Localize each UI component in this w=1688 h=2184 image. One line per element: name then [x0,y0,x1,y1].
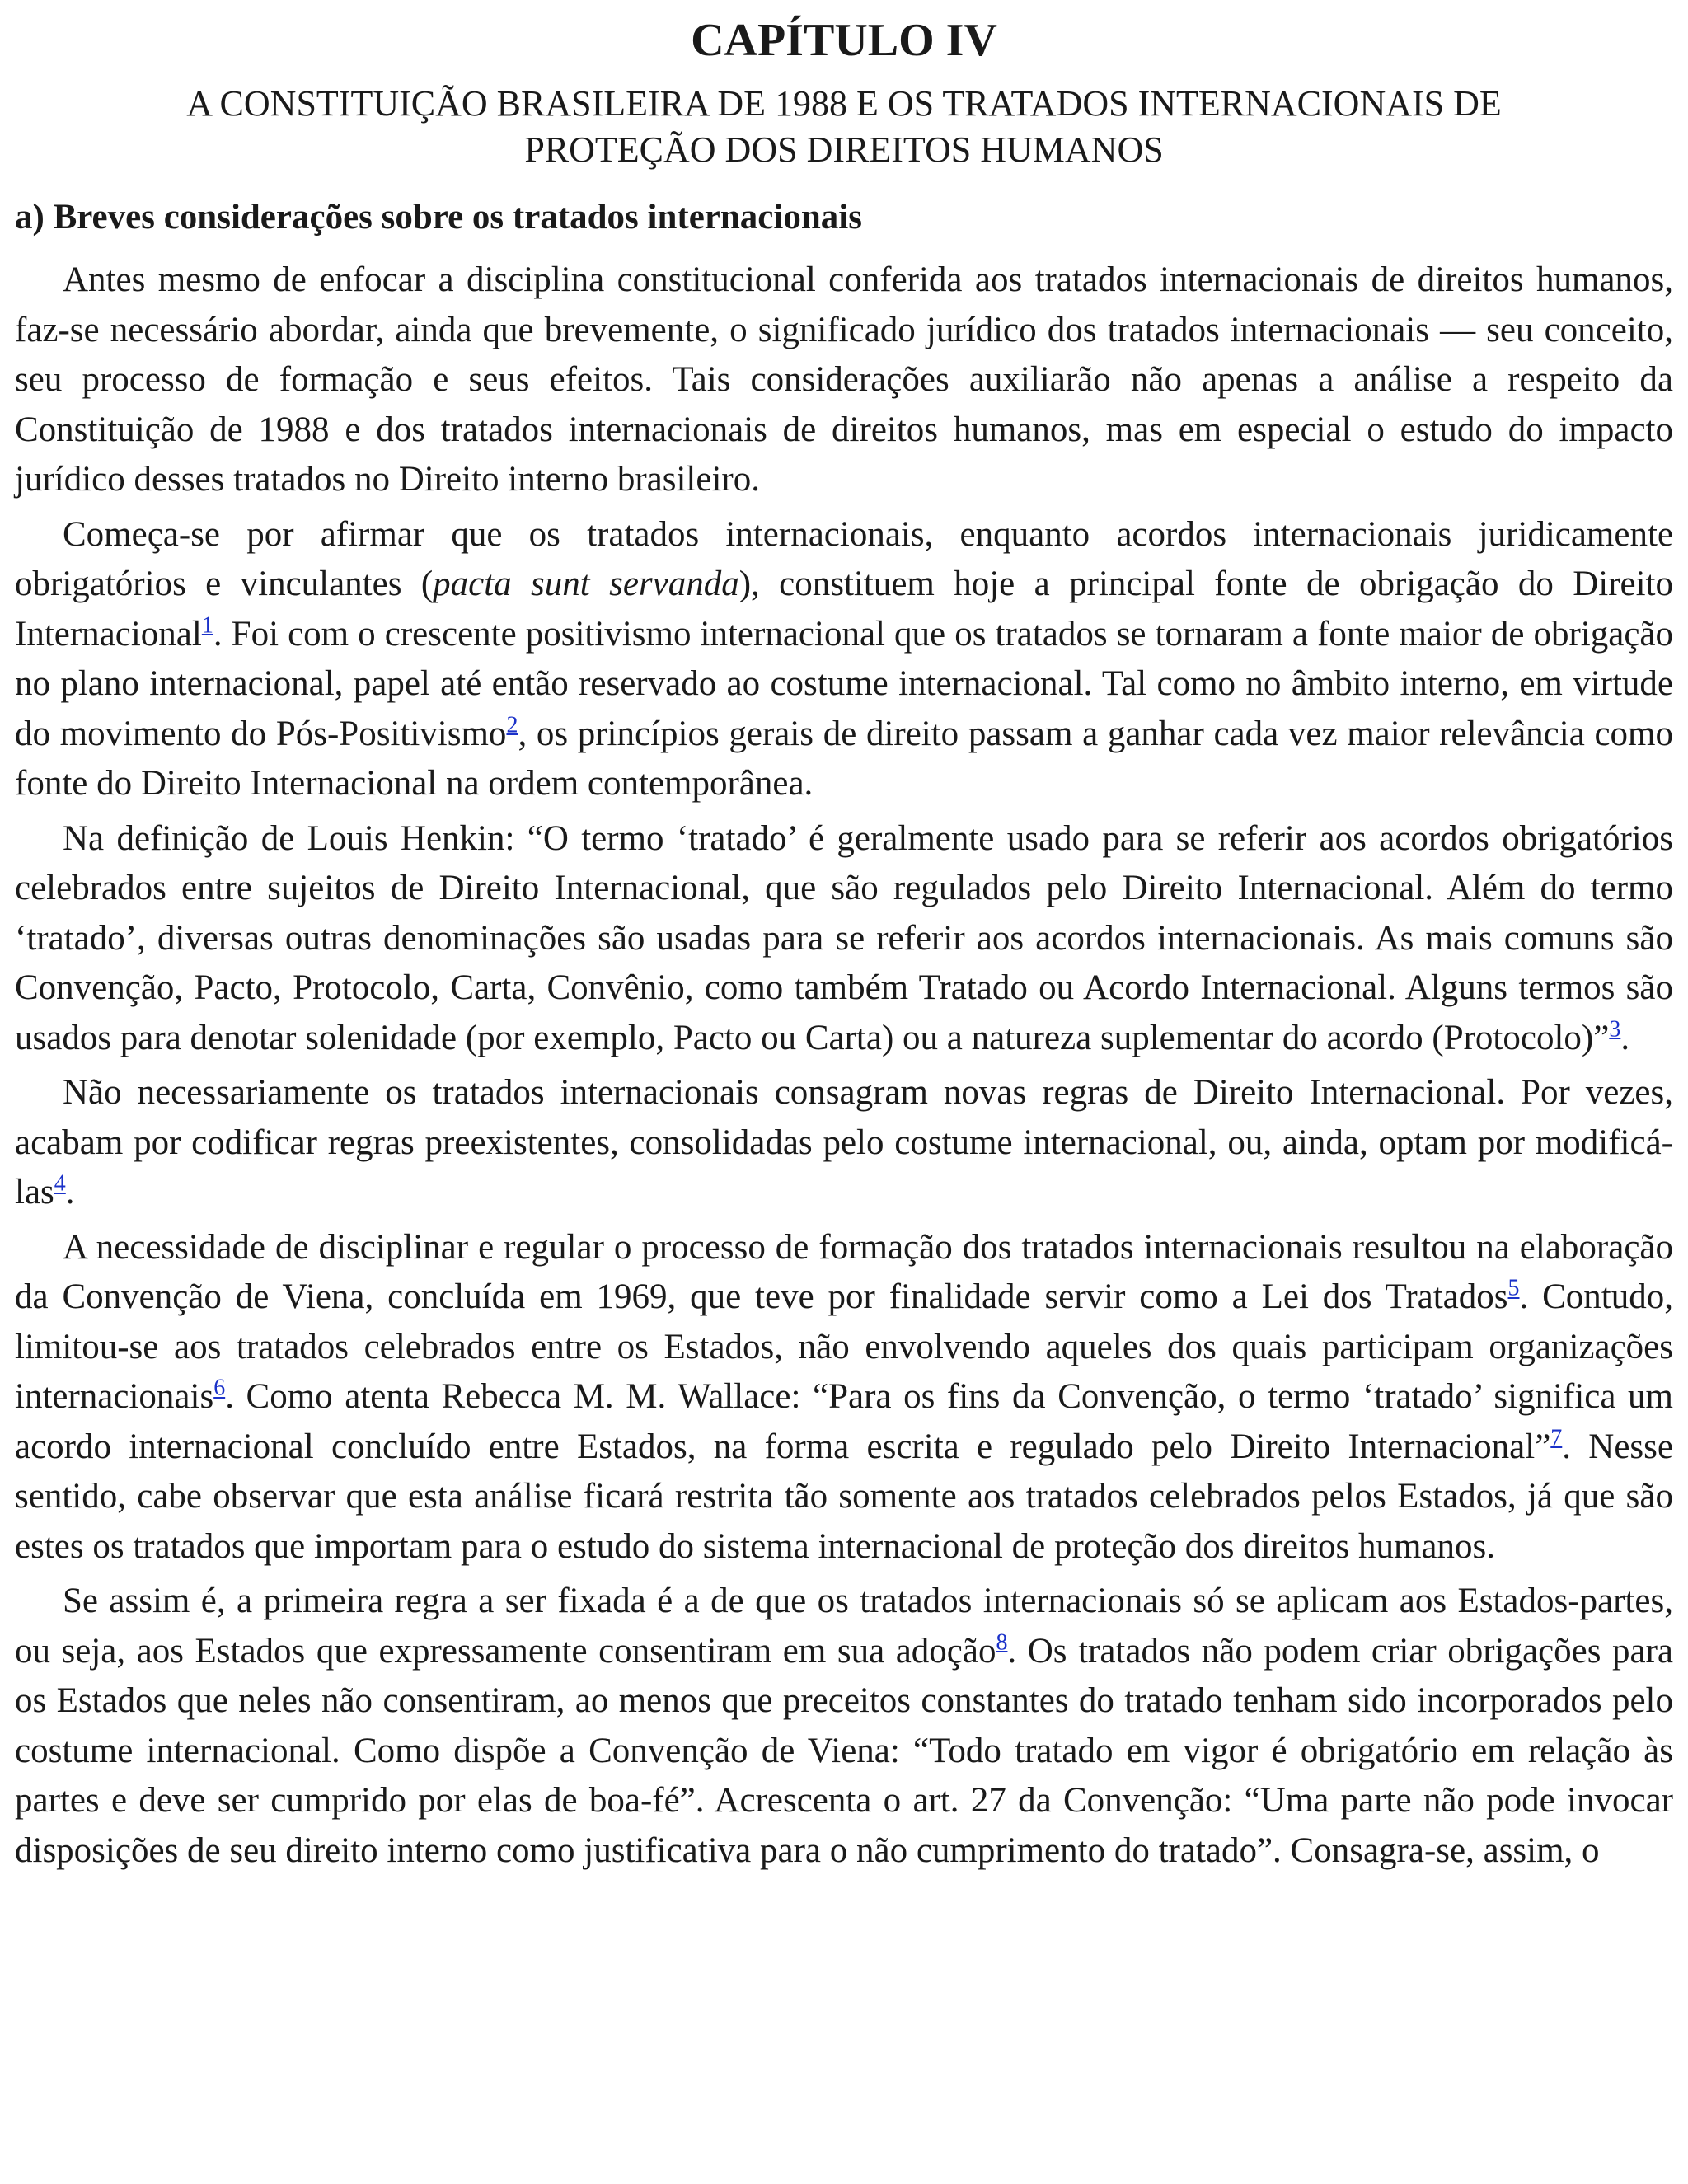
paragraph-1-text: Antes mesmo de enfocar a disciplina constitucional conferida aos tratados internacionais de direitos humanos, faz-se necessário abordar, ainda que brevemente, o significado jurídico dos tratados internacionais — seu conceito, seu processo de formação e seus efeitos. Tais considerações auxiliarão não apenas a análise a respeito da Constituição de 1988 e dos tratados internacionais de direitos humanos, mas em especial o estudo do impacto jurídico desses tratados no Direito interno brasileiro. [15,260,1673,499]
paragraph-3 [15,814,1673,1064]
paragraph-3-text-b: . [1620,1018,1630,1057]
footnote-link-8[interactable]: 8 [996,1629,1008,1656]
footnote-link-4[interactable]: 4 [54,1170,66,1197]
chapter-subtitle [15,81,1673,173]
footnote-link-6[interactable]: 6 [213,1375,226,1401]
paragraph-2-text-d: , os princípios gerais de direito passam a ganhar cada vez maior relevância como fonte do Direito Internacional na ordem contemporânea. [15,714,1673,803]
section-heading: a) Breves considerações sobre os tratados internacionais [15,198,862,237]
footnote-link-1[interactable]: 1 [201,612,213,639]
latin-phrase: pacta sunt servanda [433,565,739,603]
footnote-link-5[interactable]: 5 [1507,1275,1520,1301]
footnote-link-3[interactable]: 3 [1609,1016,1621,1043]
paragraph-6-text-b: . Os tratados não podem criar obrigações para os Estados que neles não consentiram, ao menos que preceitos constantes do tratado tenham sido incorporados pelo costume internacional. Como dispõe a Convenção de Viena: “Todo tratado em vigor é obrigatório em relação às partes e deve ser cumprido por elas de boa-fé”. Acrescenta o art. 27 da Convenção: “Uma parte não pode invocar disposições de seu direito interno como justificativa para o não cumprimento do tratado”. Consagra-se, assim, o [15,1631,1673,1870]
paragraph-5-text-b: . Contudo, limitou-se aos tratados celebrados entre os Estados, não envolvendo aqueles dos quais participam organizações internacionais [15,1277,1673,1416]
paragraph-6-text-a: Se assim é, a primeira regra a ser fixada é a de que os tratados internacionais só se aplicam aos Estados-partes, ou seja, aos Estados que expressamente consentiram em sua adoção [15,1582,1673,1671]
paragraph-4-text-a: Não necessariamente os tratados internacionais consagram novas regras de Direito Internacional. Por vezes, acabam por codificar regras preexistentes, consolidadas pelo costume internacional, ou, ainda, optam por modificá-las [15,1073,1673,1212]
paragraph-4-text-b: . [65,1173,75,1212]
footnote-link-2[interactable]: 2 [506,712,518,738]
paragraph-5 [15,1223,1673,1572]
paragraph-4 [15,1068,1673,1218]
paragraph-2-text-a: Começa-se por afirmar que os tratados internacionais, enquanto acordos internacionais juridicamente obrigatórios e vinculantes ( [15,514,1673,603]
paragraph-5-text-d: . Nesse sentido, cabe observar que esta análise ficará restrita tão somente aos tratados celebrados pelos Estados, já que são estes os tratados que importam para o estudo do sistema internacional de proteção dos direitos humanos. [15,1427,1673,1566]
paragraph-5-text-a: A necessidade de disciplinar e regular o processo de formação dos tratados internacionais resultou na elaboração da Convenção de Viena, concluída em 1969, que teve por finalidade servir como a Lei dos Tratados [15,1227,1673,1316]
chapter-subtitle-line-2: PROTEÇÃO DOS DIREITOS HUMANOS [524,129,1164,170]
footnote-link-7[interactable]: 7 [1550,1425,1563,1451]
paragraph-2 [15,510,1673,809]
paragraph-3-text-a: Na definição de Louis Henkin: “O termo ‘tratado’ é geralmente usado para se referir aos acordos obrigatórios celebrados entre sujeitos de Direito Internacional, que são regulados pelo Direito Internacional. Além do termo ‘tratado’, diversas outras denominações são usadas para se referir aos acordos internacionais. As mais comuns são Convenção, Pacto, Protocolo, Carta, Convênio, como também Tratado ou Acordo Internacional. Alguns termos são usados para denotar solenidade (por exemplo, Pacto ou Carta) ou a natureza suplementar do acordo (Protocolo)” [15,818,1673,1057]
paragraph-6 [15,1577,1673,1876]
paragraph-5-text-c: . Como atenta Rebecca M. M. Wallace: “Para os fins da Convenção, o termo ‘tratado’ significa um acordo internacional concluído entre Estados, na forma escrita e regulado pelo Direito Internacional” [15,1377,1673,1466]
paragraph-2-text-c: . Foi com o crescente positivismo internacional que os tratados se tornaram a fonte maior de obrigação no plano internacional, papel até então reservado ao costume internacional. Tal como no âmbito interno, em virtude do movimento do Pós-Positivismo [15,614,1673,753]
chapter-subtitle-line-1: A CONSTITUIÇÃO BRASILEIRA DE 1988 E OS TRATADOS INTERNACIONAIS DE [186,83,1502,124]
paragraph-2-text-b: ), constituem hoje a principal fonte de obrigação do Direito Internacional [15,565,1673,654]
paragraph-1 [15,255,1673,505]
chapter-title: CAPÍTULO IV [691,15,997,66]
